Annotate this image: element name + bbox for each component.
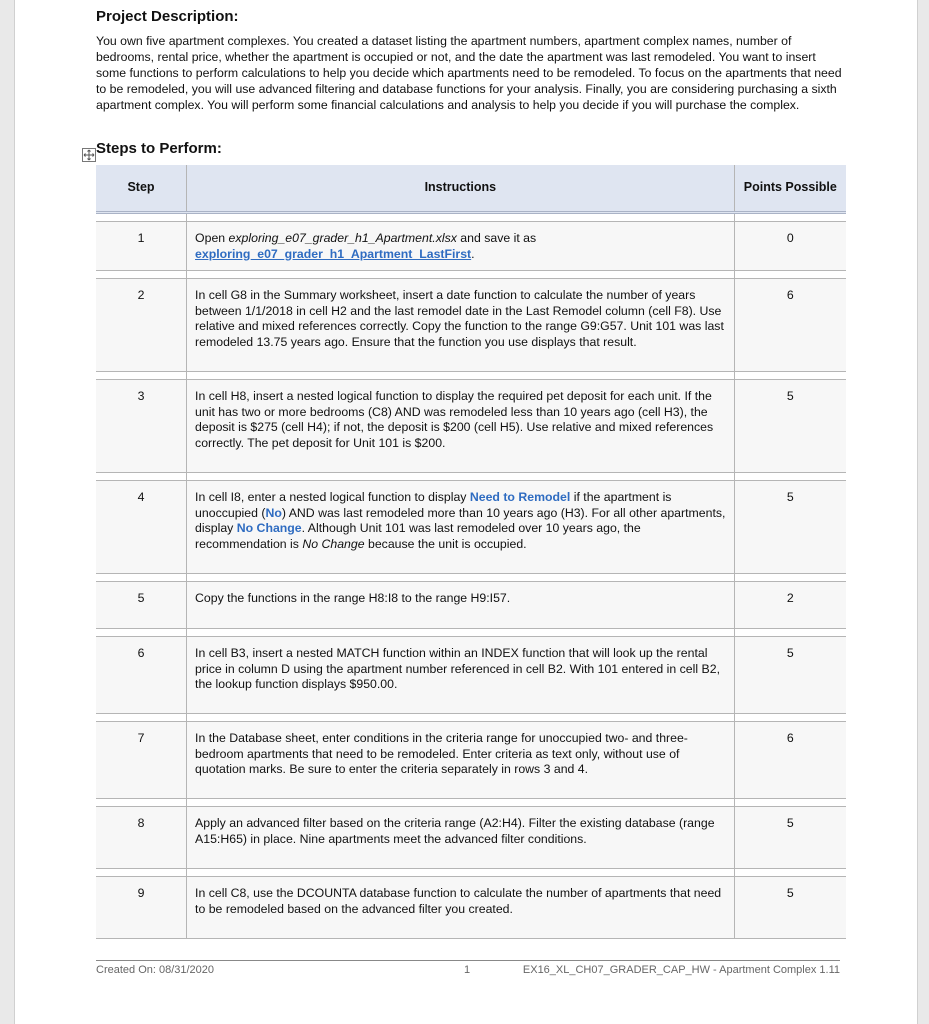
row-spacer [96, 473, 846, 481]
project-description-title: Project Description: [96, 8, 239, 25]
step-number: 6 [96, 637, 187, 714]
points-possible: 5 [734, 380, 846, 473]
instruction-text: In the Database sheet, enter conditions in the criteria range for unoccupied two- and three-bedroom apartments that need to be remodeled. Enter criteria as text only, without use of quotation marks. Be sure to enter the criteria separately in rows 3 and 4. [195, 731, 688, 776]
table-row [96, 279, 846, 372]
table-row [96, 481, 846, 574]
steps-table [96, 165, 846, 939]
step-number: 2 [96, 279, 187, 372]
header-instructions: Instructions [187, 165, 735, 213]
step-instructions [187, 877, 735, 939]
row-spacer [96, 372, 846, 380]
table-move-handle-icon[interactable] [82, 148, 96, 162]
footer-created-date: Created On: 08/31/2020 [96, 964, 215, 976]
step-number: 4 [96, 481, 187, 574]
instruction-text: if the apartment is unoccupied ( [195, 490, 672, 520]
points-possible: 6 [734, 279, 846, 372]
emphasis-text: No [265, 505, 282, 520]
step-instructions [187, 279, 735, 372]
step-instructions [187, 807, 735, 869]
step-instructions [187, 582, 735, 629]
footer-document-id: EX16_XL_CH07_GRADER_CAP_HW - Apartment Complex 1.11 [522, 964, 840, 976]
instruction-text: Apply an advanced filter based on the criteria range (A2:H4). Filter the existing database (range A15:H65) in place. Nine apartments meet the advanced filter conditions. [195, 816, 715, 846]
footer-page-number: 1 [464, 964, 471, 976]
table-row [96, 807, 846, 869]
table-header-row [96, 165, 846, 213]
instruction-text: In cell C8, use the DCOUNTA database function to calculate the number of apartments that need to be remodeled based on the advanced filter you created. [195, 886, 722, 916]
instruction-text: because the unit is occupied. [364, 536, 527, 551]
header-points: Points Possible [734, 165, 846, 213]
points-possible: 6 [734, 722, 846, 799]
table-row [96, 877, 846, 939]
row-spacer [96, 869, 846, 877]
step-instructions [187, 722, 735, 799]
table-row [96, 637, 846, 714]
emphasis-text: Need to Remodel [469, 490, 571, 504]
instruction-text: In cell H8, insert a nested logical function to display the required pet deposit for each unit. If the unit has two or more bedrooms (C8) AND was remodeled less than 10 years ago (cell H3), the deposit is $275 (cell H4); if not, the deposit is $200 (cell H5). Use relative and mixed references correctly. The pet deposit for Unit 101 is $200. [195, 389, 714, 450]
instruction-text: exploring_e07_grader_h1_Apartment.xlsx [228, 231, 457, 245]
points-possible: 5 [734, 481, 846, 574]
instruction-text: . Although Unit 101 was last remodeled over 10 years ago, the recommendation is [195, 521, 641, 551]
points-possible: 5 [734, 807, 846, 869]
points-possible: 2 [734, 582, 846, 629]
table-row [96, 222, 846, 271]
filename-link: exploring_e07_grader_h1_Apartment_LastFirst [195, 246, 472, 261]
instruction-text: ) AND was last remodeled more than 10 years ago (H3). For all other apartments, display [195, 505, 726, 535]
row-spacer [96, 799, 846, 807]
instruction-text: Open [195, 231, 229, 245]
row-spacer [96, 271, 846, 279]
step-number: 1 [96, 222, 187, 271]
instruction-text: In cell B3, insert a nested MATCH function within an INDEX function that will look up the rental price in column D using the apartment number referenced in cell B2. With 101 entered in cell B2, the lookup function displays $950.00. [195, 646, 720, 691]
step-instructions [187, 481, 735, 574]
row-spacer [96, 629, 846, 637]
step-number: 5 [96, 582, 187, 629]
table-row [96, 582, 846, 629]
step-number: 3 [96, 380, 187, 473]
instruction-text: and save it as [456, 231, 537, 245]
steps-heading: Steps to Perform: [96, 140, 222, 157]
instruction-text: No Change [302, 536, 365, 551]
step-number: 9 [96, 877, 187, 939]
emphasis-text: No Change [236, 521, 302, 535]
row-spacer [96, 574, 846, 582]
step-instructions [187, 222, 735, 271]
document-page [14, 0, 918, 1024]
step-instructions [187, 637, 735, 714]
step-number: 7 [96, 722, 187, 799]
table-row [96, 380, 846, 473]
page-footer [96, 960, 840, 976]
points-possible: 0 [734, 222, 846, 271]
row-spacer [96, 714, 846, 722]
instruction-text: In cell I8, enter a nested logical function to display [195, 490, 470, 504]
instruction-text: Copy the functions in the range H8:I8 to the range H9:I57. [195, 591, 511, 605]
points-possible: 5 [734, 637, 846, 714]
row-spacer [96, 213, 846, 222]
table-row [96, 722, 846, 799]
step-instructions [187, 380, 735, 473]
project-description-text: You own five apartment complexes. You created a dataset listing the apartment numbers, apartment complex names, number of bedrooms, rental price, whether the apartment is occupied or not, and the date the apartment was last remodeled. You want to insert some functions to perform calculations to help you decide which apartments need to be remodeled. To focus on the apartments that need to be remodeled, you will use advanced filtering and database functions for your analysis. Finally, you are considering purchasing a sixth apartment complex. You will perform some financial calculations and analysis to help you decide if you will purchase the complex. [96, 34, 842, 112]
instruction-text: In cell G8 in the Summary worksheet, insert a date function to calculate the number of years between 1/1/2018 in cell H2 and the last remodel date in the Last Remodel column (cell F8). Use relative and mixed references correctly. Copy the function to the range G9:G57. Unit 101 was last remodeled 13.75 years ago. Ensure that the function you use displays that result. [195, 288, 724, 349]
step-number: 8 [96, 807, 187, 869]
points-possible: 5 [734, 877, 846, 939]
header-step: Step [96, 165, 187, 213]
instruction-text: . [471, 246, 475, 261]
